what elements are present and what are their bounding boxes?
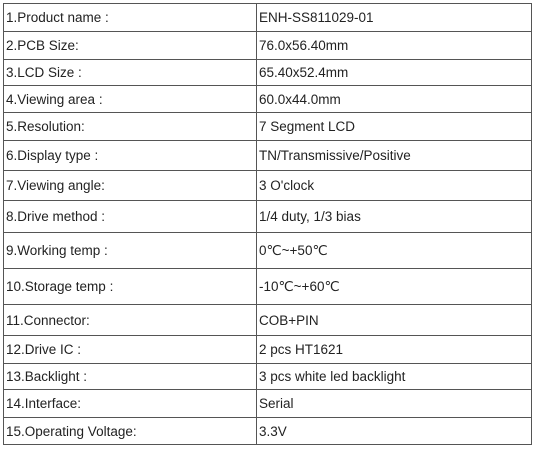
- table-row: [4, 201, 532, 233]
- table-row: [4, 4, 532, 32]
- spec-value: 3.3V: [257, 418, 532, 445]
- spec-label: 8.Drive method :: [4, 201, 257, 233]
- spec-value: 3 pcs white led backlight: [257, 364, 532, 390]
- spec-label: 9.Working temp :: [4, 233, 257, 269]
- spec-value: 2 pcs HT1621: [257, 336, 532, 364]
- spec-label: 1.Product name :: [4, 4, 257, 32]
- spec-value: 60.0x44.0mm: [257, 86, 532, 113]
- spec-label: 11.Connector:: [4, 305, 257, 336]
- spec-value: 1/4 duty, 1/3 bias: [257, 201, 532, 233]
- table-row: [4, 60, 532, 86]
- spec-value: 3 O'clock: [257, 171, 532, 201]
- spec-label: 2.PCB Size:: [4, 32, 257, 60]
- spec-label: 15.Operating Voltage:: [4, 418, 257, 445]
- spec-label: 7.Viewing angle:: [4, 171, 257, 201]
- table-row: [4, 233, 532, 269]
- spec-label: 10.Storage temp :: [4, 269, 257, 305]
- table-row: [4, 269, 532, 305]
- table-row: [4, 305, 532, 336]
- table-row: [4, 336, 532, 364]
- spec-value: Serial: [257, 390, 532, 418]
- spec-value: 65.40x52.4mm: [257, 60, 532, 86]
- table-row: [4, 32, 532, 60]
- spec-label: 12.Drive IC :: [4, 336, 257, 364]
- table-row: [4, 418, 532, 445]
- table-row: [4, 390, 532, 418]
- spec-label: 4.Viewing area :: [4, 86, 257, 113]
- spec-value: TN/Transmissive/Positive: [257, 141, 532, 171]
- spec-value: -10℃~+60℃: [257, 269, 532, 305]
- spec-label: 3.LCD Size :: [4, 60, 257, 86]
- table-row: [4, 86, 532, 113]
- spec-value: 0℃~+50℃: [257, 233, 532, 269]
- spec-value: 7 Segment LCD: [257, 113, 532, 141]
- spec-label: 14.Interface:: [4, 390, 257, 418]
- table-row: [4, 364, 532, 390]
- spec-table: [3, 3, 532, 445]
- spec-value: ENH-SS811029-01: [257, 4, 532, 32]
- spec-label: 6.Display type :: [4, 141, 257, 171]
- table-row: [4, 171, 532, 201]
- spec-value: 76.0x56.40mm: [257, 32, 532, 60]
- table-row: [4, 113, 532, 141]
- spec-table-body: [4, 4, 532, 445]
- table-row: [4, 141, 532, 171]
- spec-value: COB+PIN: [257, 305, 532, 336]
- spec-label: 13.Backlight :: [4, 364, 257, 390]
- spec-label: 5.Resolution:: [4, 113, 257, 141]
